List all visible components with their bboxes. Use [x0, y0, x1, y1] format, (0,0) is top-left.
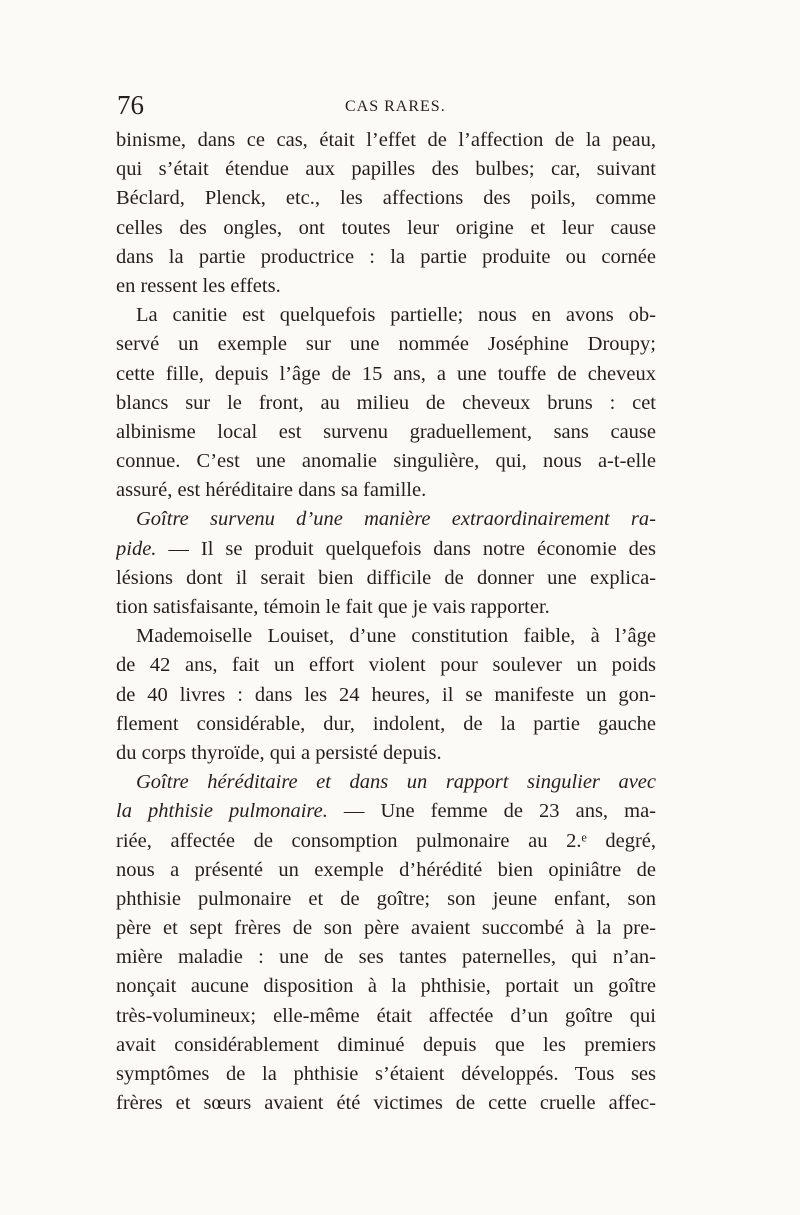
text-segment: riée, affectée de consomption pulmonaire au 2.ᵉ degré, [116, 829, 656, 852]
text-line [116, 651, 656, 680]
text-segment: frères et sœurs avaient été victimes de cette cruelle affec- [116, 1092, 656, 1115]
text-segment: albinisme local est survenu graduellement, sans cause [116, 420, 656, 443]
text-line [116, 184, 656, 213]
text-line [116, 360, 656, 389]
text-line [116, 856, 656, 885]
text-segment: celles des ongles, ont toutes leur origine et leur cause [116, 216, 656, 239]
text-line [116, 885, 656, 914]
text-segment: — Une femme de 23 ans, ma- [327, 800, 656, 823]
text-segment: tion satisfaisante, témoin le fait que je vais rapporter. [116, 596, 550, 618]
text-segment: blancs sur le front, au milieu de cheveux bruns : cet [116, 391, 656, 414]
text-line [116, 535, 656, 564]
text-segment: nous a présenté un exemple d’hérédité bien opiniâtre de [116, 858, 656, 881]
text-segment: servé un exemple sur une nommée Joséphine Droupy; [116, 333, 656, 356]
page-header [117, 90, 657, 124]
text-segment: connue. C’est une anomalie singulière, qui, nous a-t-elle [116, 450, 656, 473]
text-segment: cette fille, depuis l’âge de 15 ans, a une touffe de cheveux [116, 362, 656, 385]
text-segment: — Il se produit quelquefois dans notre économie des [156, 537, 656, 560]
text-line [116, 914, 656, 943]
text-segment: de 40 livres : dans les 24 heures, il se manifeste un gon- [116, 683, 656, 706]
text-line [116, 272, 656, 301]
text-line [116, 1002, 656, 1031]
italic-text-segment: Goître survenu d’une manière extraordinairement ra- [136, 508, 656, 531]
text-line [116, 1031, 656, 1060]
text-segment: qui s’était étendue aux papilles des bulbes; car, suivant [116, 158, 656, 181]
text-line [116, 972, 656, 1001]
text-segment: père et sept frères de son père avaient succombé à la pre- [116, 917, 656, 940]
text-line [116, 681, 656, 710]
text-line [116, 827, 656, 856]
text-line [116, 243, 656, 272]
italic-text-segment: pide. [116, 537, 157, 560]
text-segment: très-volumineux; elle-même était affectée d’un goître qui [116, 1004, 656, 1027]
text-line [116, 301, 656, 330]
text-line [116, 564, 656, 593]
text-segment: en ressent les effets. [116, 274, 281, 297]
text-line [116, 1060, 656, 1089]
text-line [116, 622, 656, 651]
text-line [116, 155, 656, 184]
text-segment: La canitie est quelquefois partielle; nous en avons ob- [136, 304, 656, 327]
text-line [116, 739, 656, 768]
italic-text-segment: la phthisie pulmonaire. [116, 800, 328, 823]
running-head: CAS RARES. [345, 98, 446, 115]
text-segment: phthisie pulmonaire et de goître; son jeune enfant, son [116, 887, 656, 910]
text-segment: lésions dont il serait bien difficile de donner une explica- [116, 566, 656, 589]
text-segment: dans la partie productrice : la partie produite ou cornée [116, 245, 656, 268]
text-segment: mière maladie : une de ses tantes paternelles, qui n’an- [116, 946, 656, 969]
text-line [116, 330, 656, 359]
text-line [116, 418, 656, 447]
text-segment: du corps thyroïde, qui a persisté depuis. [116, 741, 442, 764]
text-segment: de 42 ans, fait un effort violent pour soulever un poids [116, 654, 656, 677]
text-line [116, 943, 656, 972]
text-line [116, 505, 656, 534]
text-segment: assuré, est héréditaire dans sa famille. [116, 479, 427, 502]
italic-text-segment: Goître héréditaire et dans un rapport singulier avec [136, 771, 656, 794]
text-line [116, 447, 656, 476]
text-line [116, 1089, 656, 1118]
text-line [116, 126, 656, 155]
text-segment: Béclard, Plenck, etc., les affections des poils, comme [116, 187, 656, 210]
text-line [116, 389, 656, 418]
text-line [116, 710, 656, 739]
text-segment: Mademoiselle Louiset, d’une constitution faible, à l’âge [136, 625, 656, 648]
page-number: 76 [117, 90, 144, 120]
text-segment: binisme, dans ce cas, était l’effet de l’affection de la peau, [116, 129, 656, 151]
text-line [116, 593, 656, 622]
text-segment: flement considérable, dur, indolent, de la partie gauche [116, 712, 656, 735]
text-line [116, 797, 656, 826]
body-text [116, 126, 656, 1118]
text-segment: nonçait aucune disposition à la phthisie, portait un goître [116, 975, 656, 998]
text-line [116, 214, 656, 243]
text-segment: avait considérablement diminué depuis que les premiers [116, 1033, 656, 1056]
text-line [116, 768, 656, 797]
text-line [116, 476, 656, 505]
text-segment: symptômes de la phthisie s’étaient développés. Tous ses [116, 1063, 656, 1085]
